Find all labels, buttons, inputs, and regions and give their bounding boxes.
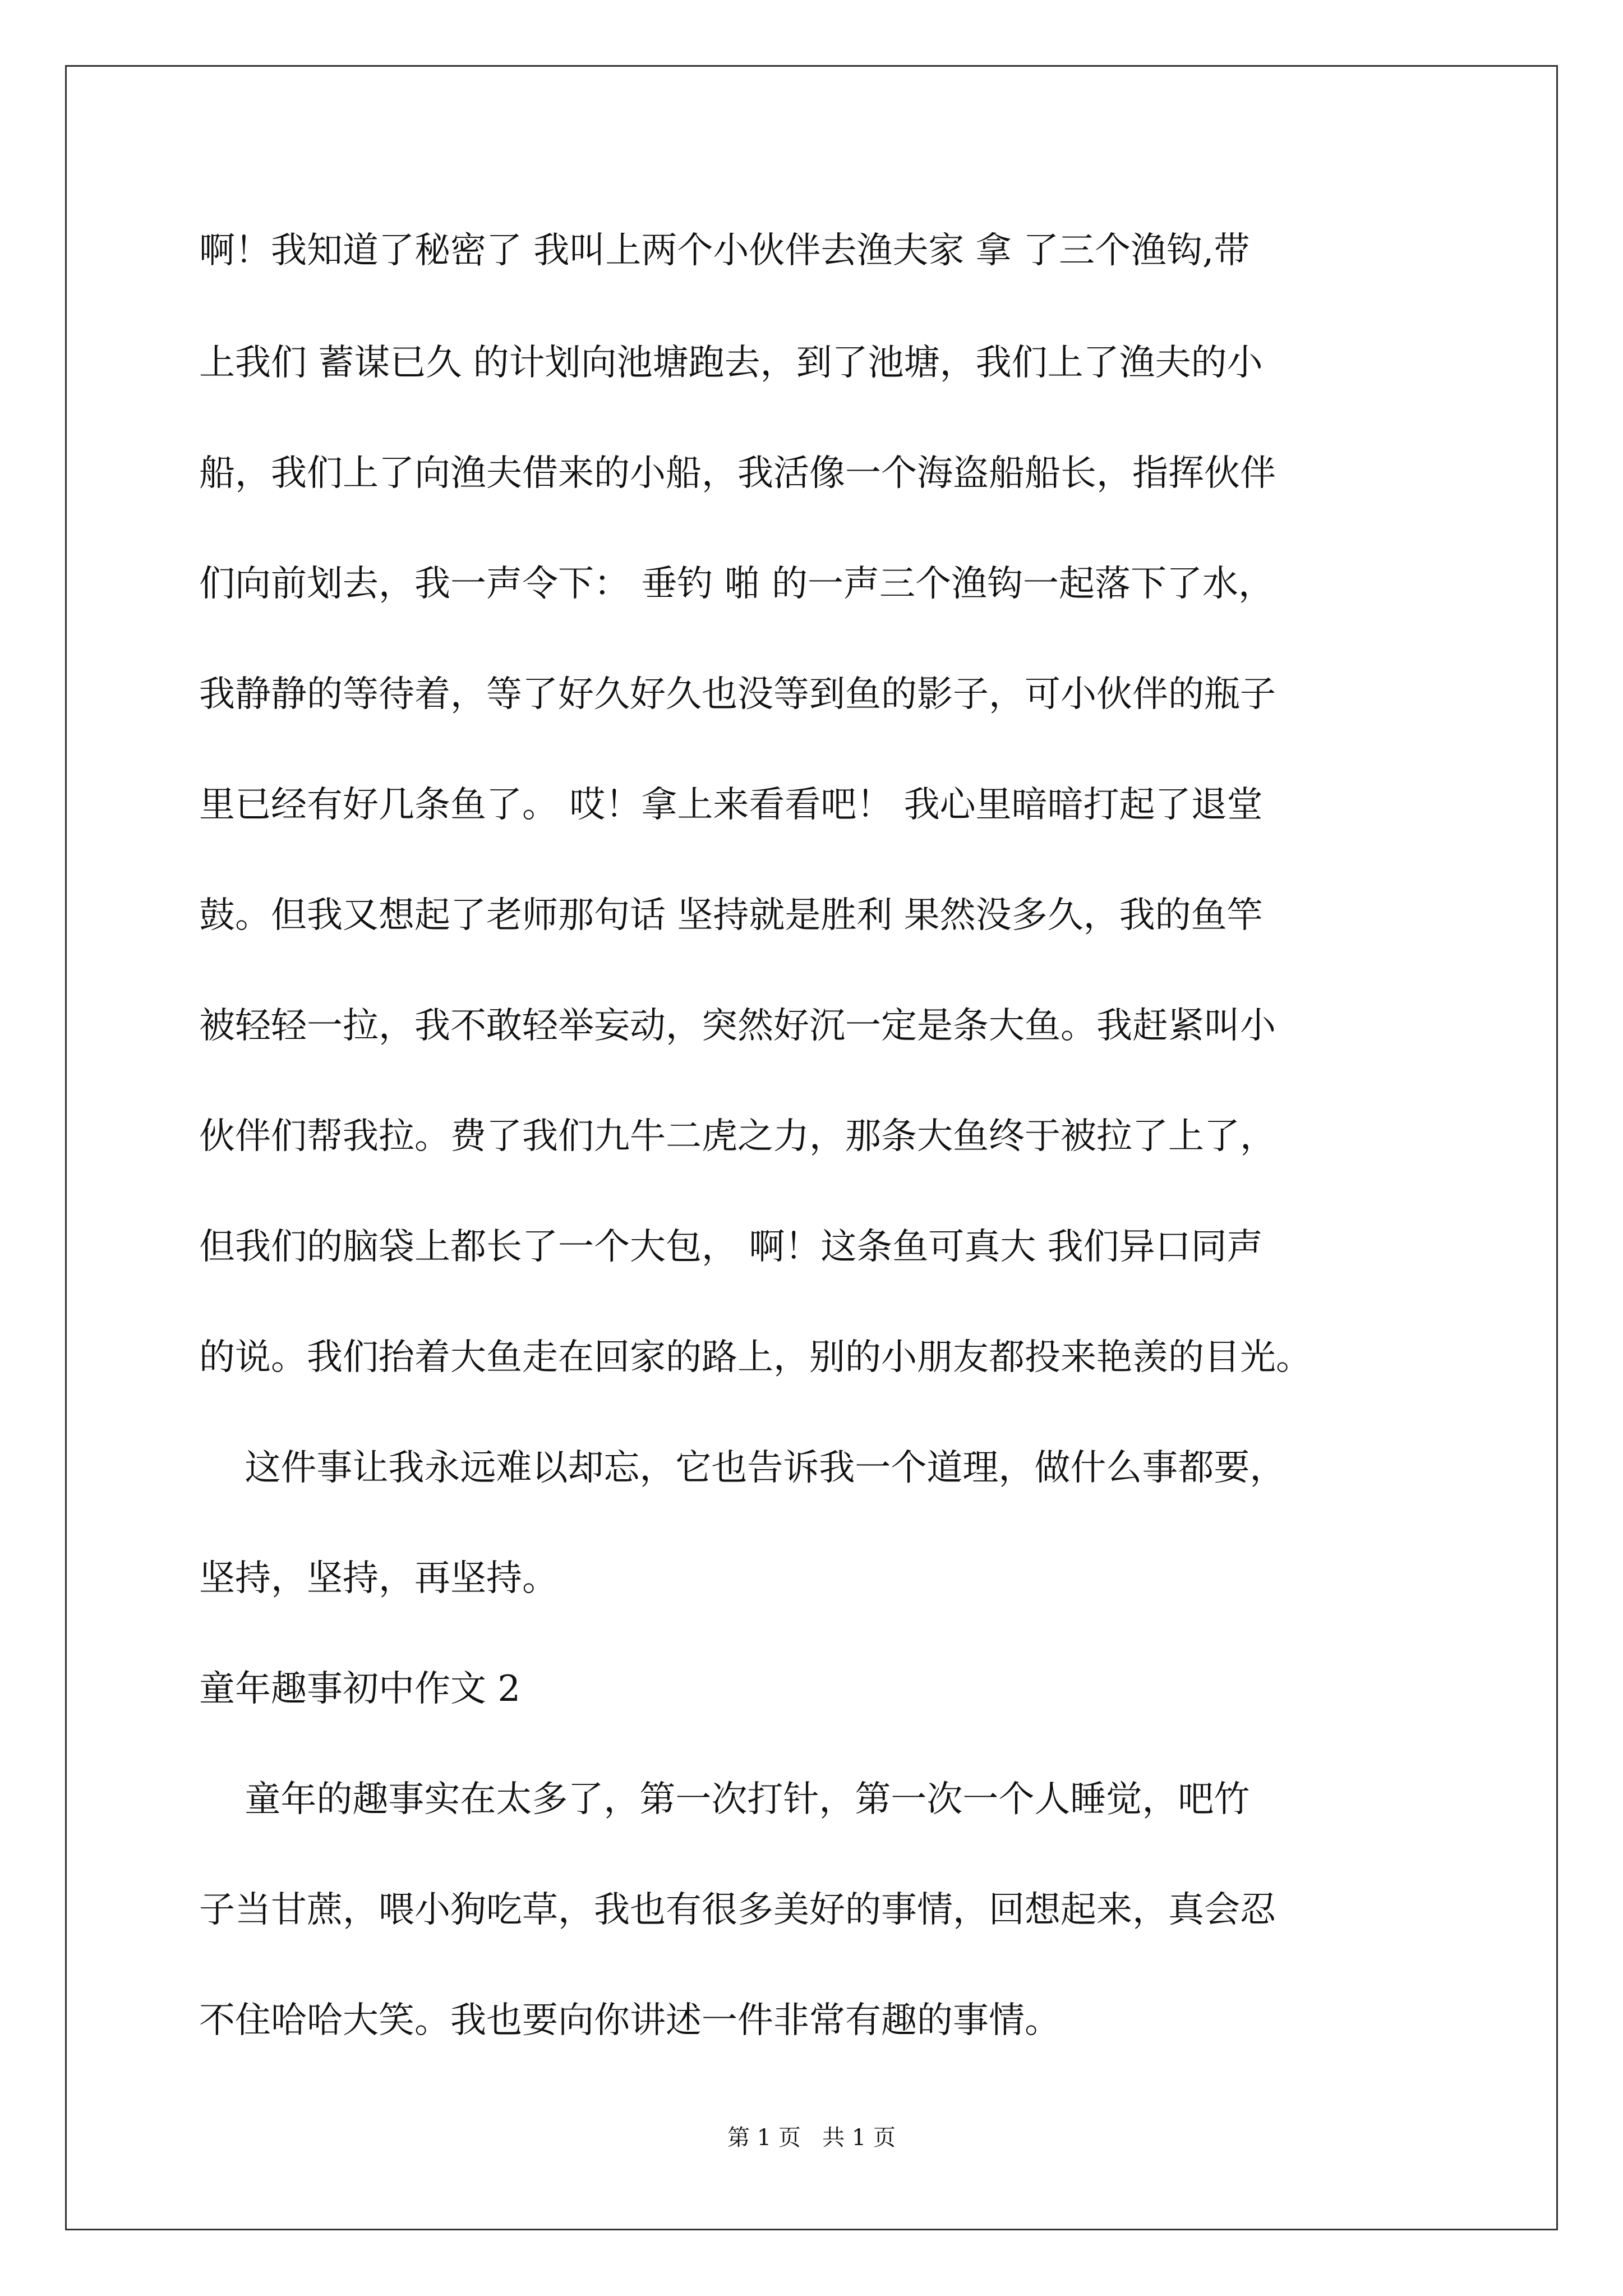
- paragraph-line: 坚持，坚持，再坚持。: [199, 1558, 558, 1599]
- paragraph-line: 我静静的等待着，等了好久好久也没等到鱼的影子，可小伙伴的瓶子: [199, 674, 1276, 715]
- paragraph-line: 的说。我们抬着大鱼走在回家的路上，别的小朋友都投来艳羡的目光。: [199, 1337, 1312, 1378]
- paragraph-line: 但我们的脑袋上都长了一个大包， 啊！这条鱼可真大 我们异口同声: [199, 1226, 1263, 1268]
- paragraph-line: 里已经有好几条鱼了。 哎！拿上来看看吧！ 我心里暗暗打起了退堂: [199, 784, 1263, 826]
- paragraph-line: 船，我们上了向渔夫借来的小船，我活像一个海盗船船长，指挥伙伴: [199, 453, 1276, 494]
- paragraph-line: 子当甘蔗，喂小狗吃草，我也有很多美好的事情，回想起来，真会忍: [199, 1889, 1276, 1931]
- paragraph-line: 不住哈哈大笑。我也要向你讲述一件非常有趣的事情。: [199, 2000, 1061, 2041]
- paragraph-line: 童年的趣事实在太多了，第一次打针，第一次一个人睡觉，吧竹: [199, 1779, 1250, 1820]
- paragraph-line: 啊！我知道了秘密了 我叫上两个小伙伴去渔夫家 拿 了三个渔钩,带: [199, 230, 1250, 272]
- paragraph-line: 被轻轻一拉，我不敢轻举妄动，突然好沉一定是条大鱼。我赶紧叫小: [199, 1005, 1276, 1047]
- section-heading: 童年趣事初中作文 2: [199, 1668, 521, 1710]
- paragraph-line: 们向前划去，我一声令下： 垂钓 啪 的一声三个渔钩一起落下了水，: [199, 563, 1275, 605]
- paragraph-line: 鼓。但我又想起了老师那句话 坚持就是胜利 果然没多久，我的鱼竿: [199, 895, 1263, 936]
- paragraph-line: 上我们 蓄谋已久 的计划向池塘跑去，到了池塘，我们上了渔夫的小: [199, 342, 1263, 384]
- page-footer: 第 1 页 共 1 页: [727, 2125, 896, 2151]
- paragraph-line: 伙伴们帮我拉。费了我们九牛二虎之力，那条大鱼终于被拉了上了，: [199, 1116, 1276, 1157]
- paragraph-line: 这件事让我永远难以却忘，它也告诉我一个道理，做什么事都要，: [199, 1447, 1286, 1489]
